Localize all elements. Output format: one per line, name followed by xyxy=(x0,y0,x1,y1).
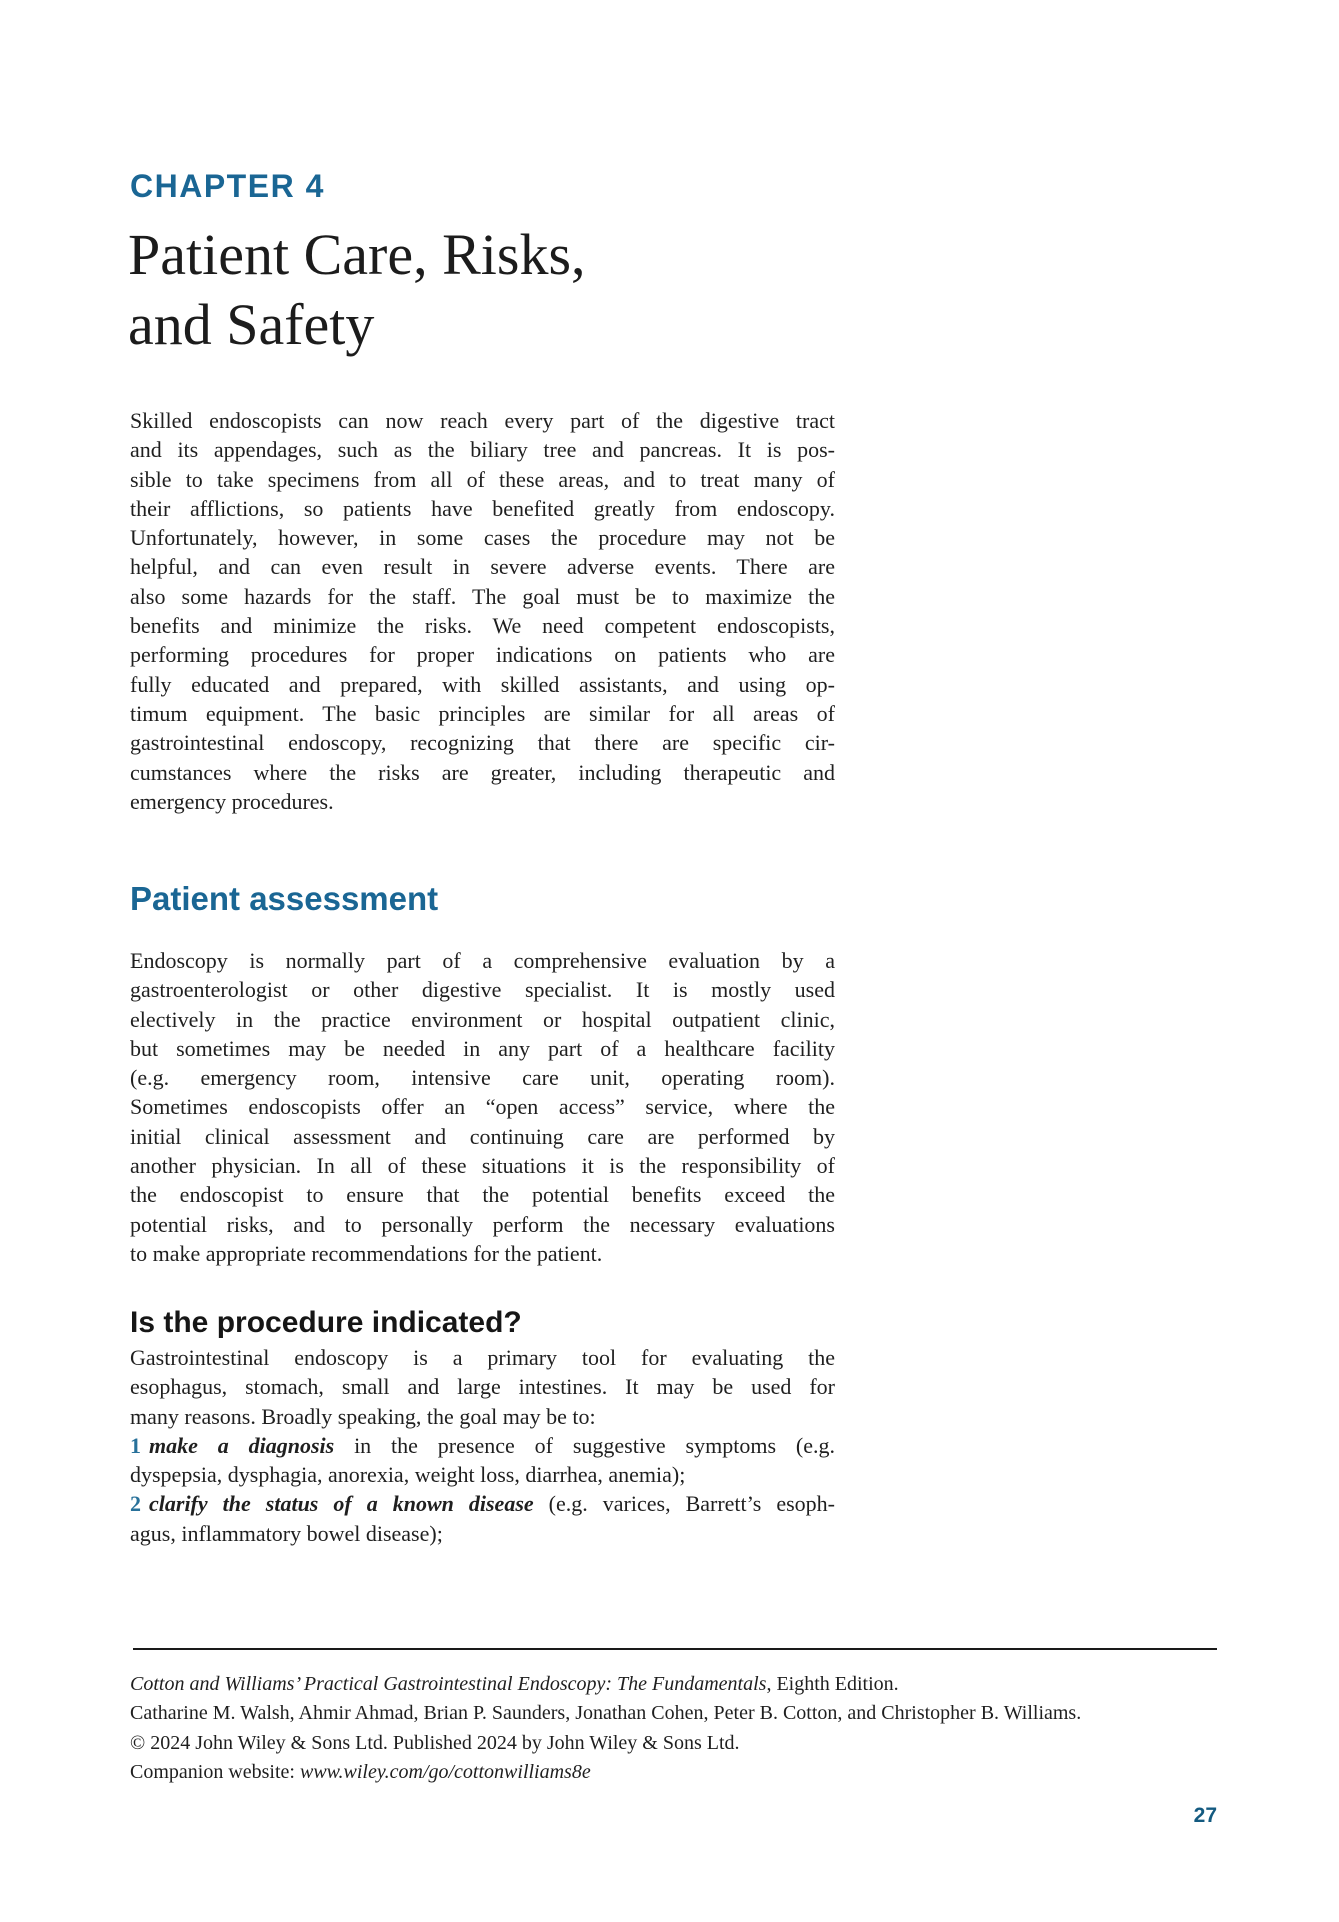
text-line xyxy=(130,1519,835,1548)
text-segment: their afflictions, so patients have benefited greatly from endoscopy. xyxy=(130,495,835,521)
text-segment: Skilled endoscopists can now reach every part of the digestive tract xyxy=(130,408,835,433)
page-number: 27 xyxy=(1193,1804,1217,1827)
text-segment: agus, inflammatory bowel disease); xyxy=(130,1520,443,1546)
text-line xyxy=(130,1431,835,1460)
text-line xyxy=(130,1005,835,1034)
text-segment: make a diagnosis xyxy=(149,1432,335,1458)
text-line xyxy=(130,1699,1220,1728)
text-segment: esophagus, stomach, small and large intestines. It may be used for xyxy=(130,1374,835,1400)
text-line xyxy=(130,1489,835,1518)
text-line xyxy=(130,1092,835,1121)
list-number: 2 xyxy=(130,1491,141,1517)
text-segment: Unfortunately, however, in some cases the procedure may not be xyxy=(130,525,835,551)
text-line xyxy=(130,1343,835,1372)
text-segment: emergency procedures. xyxy=(130,788,334,814)
text-segment: and Safety xyxy=(128,292,375,357)
text-segment: performing procedures for proper indications on patients who are xyxy=(130,642,835,668)
text-segment: another physician. In all of these situations it is the responsibility of xyxy=(130,1153,835,1179)
text-line xyxy=(130,552,835,581)
text-line xyxy=(130,611,835,640)
text-segment: many reasons. Broadly speaking, the goal may be to: xyxy=(130,1403,596,1429)
text-line xyxy=(130,523,835,552)
list-number: 1 xyxy=(130,1432,141,1458)
patient-assessment-paragraph xyxy=(130,946,835,1268)
intro-paragraph xyxy=(130,406,835,816)
text-line xyxy=(130,1460,835,1489)
text-segment: gastroenterologist or other digestive specialist. It is mostly used xyxy=(130,977,835,1003)
text-line xyxy=(130,406,835,435)
text-line xyxy=(130,1402,835,1431)
text-segment: sible to take specimens from all of these areas, and to treat many of xyxy=(130,466,835,492)
text-segment: also some hazards for the staff. The goal must be to maximize the xyxy=(130,583,835,609)
text-line xyxy=(130,1122,835,1151)
text-line xyxy=(130,758,835,787)
text-segment: , Eighth Edition. xyxy=(766,1673,899,1695)
chapter-title xyxy=(128,220,586,360)
text-line xyxy=(130,494,835,523)
text-segment: timum equipment. The basic principles are similar for all areas of xyxy=(130,700,835,726)
text-line xyxy=(130,975,835,1004)
text-segment: Sometimes endoscopists offer an “open access” service, where the xyxy=(130,1094,835,1120)
text-segment: Endoscopy is normally part of a comprehensive evaluation by a xyxy=(130,948,835,973)
text-segment: Companion website: xyxy=(130,1760,300,1783)
text-segment: but sometimes may be needed in any part of a healthcare facility xyxy=(130,1035,835,1061)
footer-citation xyxy=(130,1670,1220,1787)
text-line xyxy=(130,640,835,669)
text-segment: to make appropriate recommendations for the patient. xyxy=(130,1240,603,1266)
text-line xyxy=(130,1210,835,1239)
text-line xyxy=(130,728,835,757)
footer-divider xyxy=(133,1648,1217,1650)
procedure-indicated-paragraph xyxy=(130,1343,835,1548)
text-segment: cumstances where the risks are greater, including therapeutic and xyxy=(130,759,835,785)
text-line xyxy=(130,1180,835,1209)
text-segment: fully educated and prepared, with skilled assistants, and using op- xyxy=(130,671,835,697)
chapter-label: CHAPTER 4 xyxy=(130,168,325,204)
text-segment: electively in the practice environment or hospital outpatient clinic, xyxy=(130,1006,835,1032)
text-line xyxy=(130,946,835,975)
text-segment: and its appendages, such as the biliary tree and pancreas. It is pos- xyxy=(130,437,835,463)
text-line xyxy=(130,1063,835,1092)
subsection-heading-procedure-indicated: Is the procedure indicated? xyxy=(130,1306,522,1339)
text-segment: Gastrointestinal endoscopy is a primary tool for evaluating the xyxy=(130,1345,835,1370)
text-segment: helpful, and can even result in severe adverse events. There are xyxy=(130,554,835,580)
text-segment: Catharine M. Walsh, Ahmir Ahmad, Brian P. Saunders, Jonathan Cohen, Peter B. Cotton, and Christopher B. Williams. xyxy=(130,1702,1082,1725)
section-heading-patient-assessment: Patient assessment xyxy=(130,880,439,917)
text-line xyxy=(130,787,835,816)
text-line xyxy=(130,670,835,699)
text-line xyxy=(130,1729,1220,1758)
text-segment: initial clinical assessment and continuing care are performed by xyxy=(130,1123,835,1149)
text-segment: www.wiley.com/go/cottonwilliams8e xyxy=(299,1760,591,1783)
text-segment: potential risks, and to personally perform the necessary evaluations xyxy=(130,1211,835,1237)
text-line xyxy=(130,699,835,728)
text-segment: dyspepsia, dysphagia, anorexia, weight loss, diarrhea, anemia); xyxy=(130,1462,686,1488)
text-segment: Cotton and Williams’ Practical Gastrointestinal Endoscopy: The Fundamentals xyxy=(130,1673,767,1695)
text-line xyxy=(130,1151,835,1180)
text-segment: © 2024 John Wiley & Sons Ltd. Published 2024 by John Wiley & Sons Ltd. xyxy=(130,1731,740,1754)
text-segment: (e.g. varices, Barrett’s esoph- xyxy=(533,1491,835,1517)
text-line xyxy=(130,1034,835,1063)
text-segment: in the presence of suggestive symptoms (e.g. xyxy=(334,1432,835,1458)
text-segment: (e.g. emergency room, intensive care unit, operating room). xyxy=(130,1065,835,1091)
text-line xyxy=(130,1758,1220,1787)
text-line xyxy=(130,582,835,611)
text-line xyxy=(130,1239,835,1268)
text-line xyxy=(128,220,586,290)
text-segment: Patient Care, Risks, xyxy=(128,222,586,287)
text-segment: clarify the status of a known disease xyxy=(149,1491,534,1517)
text-line xyxy=(130,1670,1220,1699)
text-segment: benefits and minimize the risks. We need competent endoscopists, xyxy=(130,613,835,639)
text-line xyxy=(128,290,586,360)
text-line xyxy=(130,1372,835,1401)
text-segment: the endoscopist to ensure that the potential benefits exceed the xyxy=(130,1182,835,1208)
text-segment: gastrointestinal endoscopy, recognizing that there are specific cir- xyxy=(130,730,835,756)
text-line xyxy=(130,435,835,464)
text-line xyxy=(130,465,835,494)
